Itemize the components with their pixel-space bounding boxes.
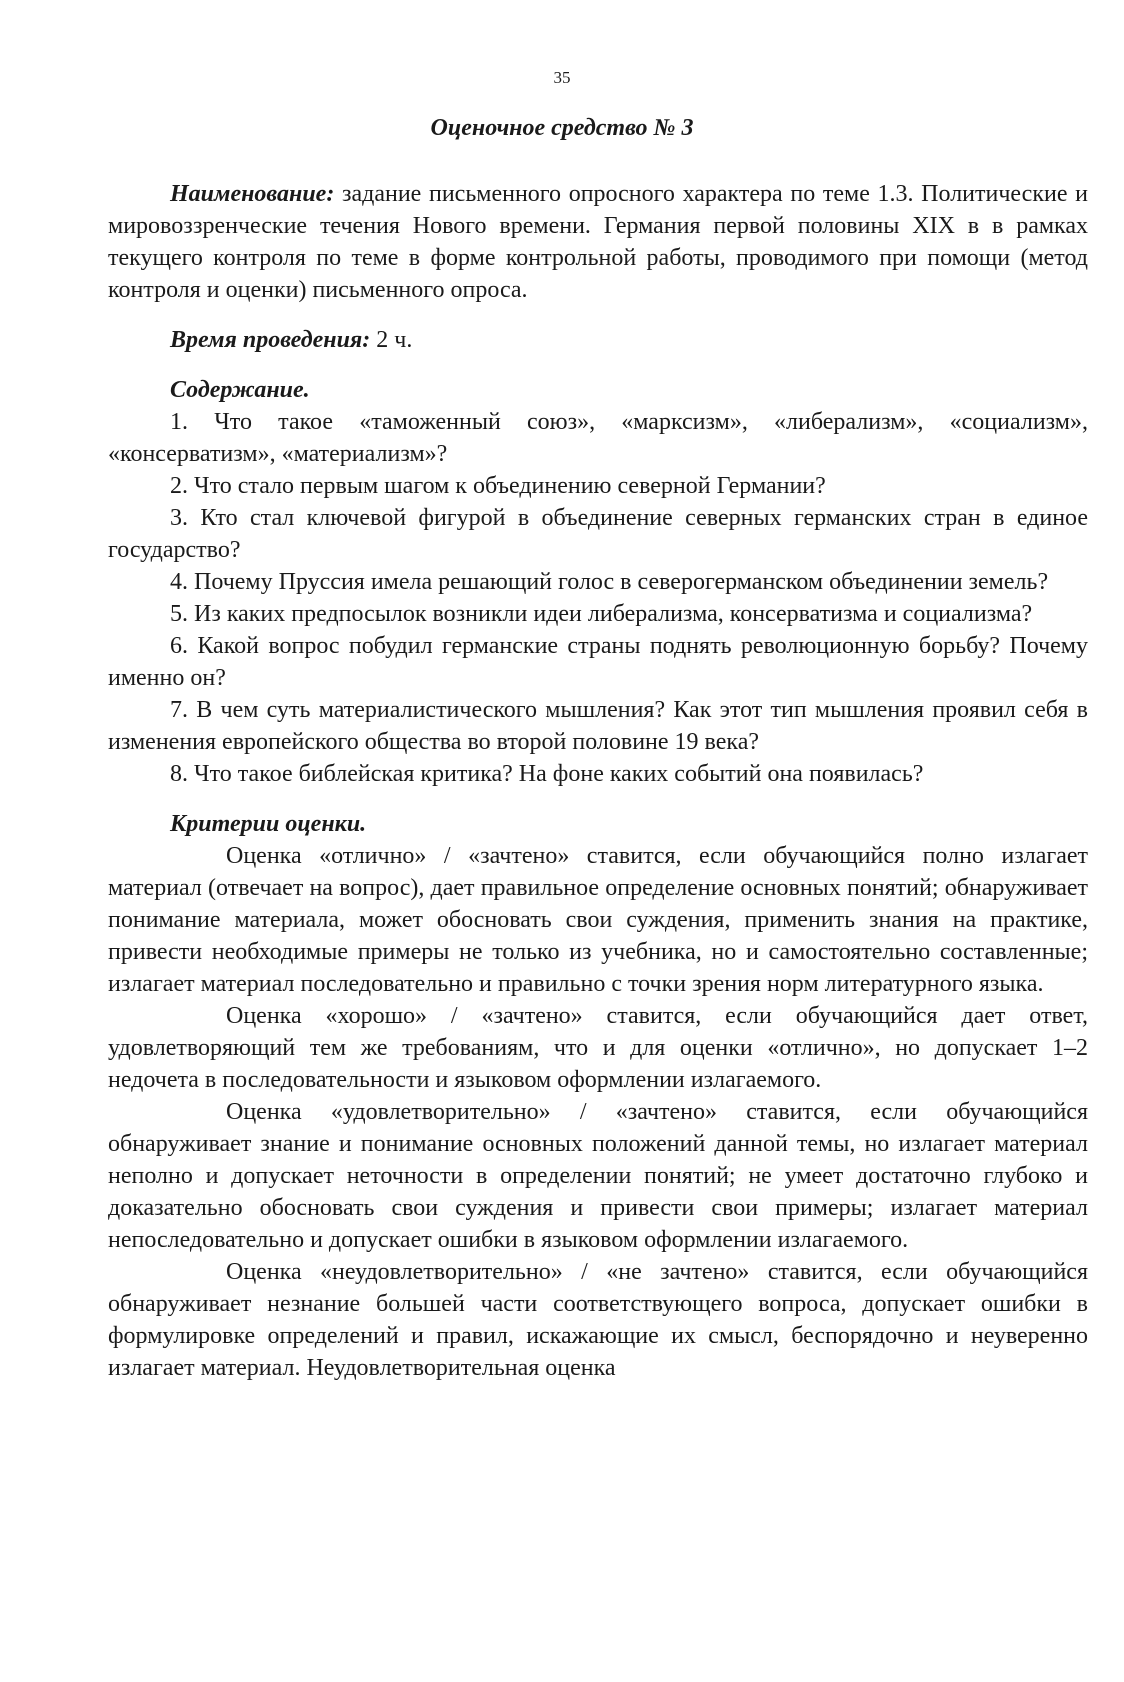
question-item: 3. Кто стал ключевой фигурой в объединение северных германских стран в единое государство? bbox=[108, 505, 1088, 563]
question-item: 5. Из каких предпосылок возникли идеи либерализма, консерватизма и социализма? bbox=[170, 601, 1033, 627]
question-item: 4. Почему Пруссия имела решающий голос в северогерманском объединении земель? bbox=[170, 569, 1049, 595]
criteria-paragraph: Оценка «отлично» / «зачтено» ставится, если обучающийся полно излагает материал (отвечает на вопрос), дает правильное определение основных понятий; обнаруживает понимание материала, может обосновать свои суждения, применить знания на практике, привести необходимые примеры не только из учебника, но и самостоятельно составленные; излагает материал последовательно и правильно с точки зрения норм литературного языка. bbox=[108, 843, 1088, 997]
document-body bbox=[108, 178, 1088, 1384]
name-label: Наименование: bbox=[170, 181, 335, 207]
question-item: 6. Какой вопрос побудил германские страны поднять революционную борьбу? Почему именно он? bbox=[108, 633, 1088, 691]
criteria-paragraph: Оценка «неудовлетворительно» / «не зачтено» ставится, если обучающийся обнаруживает незнание большей части соответствующего вопроса, допускает ошибки в формулировке определений и правил, искажающие их смысл, беспорядочно и неуверенно излагает материал. Неудовлетворительная оценка bbox=[108, 1259, 1088, 1381]
name-text: задание письменного опросного характера по теме 1.3. Политические и мировоззренческие течения Нового времени. Германия первой половины XIX в в рамках текущего контроля по теме в форме контрольной работы, проводимого при помощи (метод контроля и оценки) письменного опроса. bbox=[108, 181, 1088, 303]
question-item: 1. Что такое «таможенный союз», «марксизм», «либерализм», «социализм», «консерватизм», «материализм»? bbox=[108, 409, 1088, 467]
question-item: 7. В чем суть материалистического мышления? Как этот тип мышления проявил себя в изменения европейского общества во второй половине 19 века? bbox=[108, 697, 1088, 755]
page-number: 35 bbox=[553, 68, 571, 87]
document-title: Оценочное средство № 3 bbox=[430, 115, 694, 141]
duration-label: Время проведения: bbox=[170, 327, 371, 353]
duration-paragraph bbox=[108, 324, 1088, 356]
name-paragraph bbox=[108, 178, 1088, 306]
criteria-paragraph: Оценка «удовлетворительно» / «зачтено» ставится, если обучающийся обнаруживает знание и понимание основных положений данной темы, но излагает материал неполно и допускает неточности в определении понятий; не умеет достаточно глубоко и доказательно обосновать свои суждения и привести свои примеры; излагает материал непоследовательно и допускает ошибки в языковом оформлении излагаемого. bbox=[108, 1099, 1088, 1253]
content-heading: Содержание. bbox=[170, 377, 310, 403]
question-item: 2. Что стало первым шагом к объединению северной Германии? bbox=[170, 473, 826, 499]
question-item: 8. Что такое библейская критика? На фоне каких событий она появилась? bbox=[170, 761, 924, 787]
duration-text: 2 ч. bbox=[370, 327, 413, 353]
criteria-paragraph: Оценка «хорошо» / «зачтено» ставится, если обучающийся дает ответ, удовлетворяющий тем же требованиям, что и для оценки «отлично», но допускает 1–2 недочета в последовательности и языковом оформлении излагаемого. bbox=[108, 1003, 1088, 1093]
question-list bbox=[108, 406, 1088, 790]
criteria-heading: Критерии оценки. bbox=[170, 811, 367, 837]
